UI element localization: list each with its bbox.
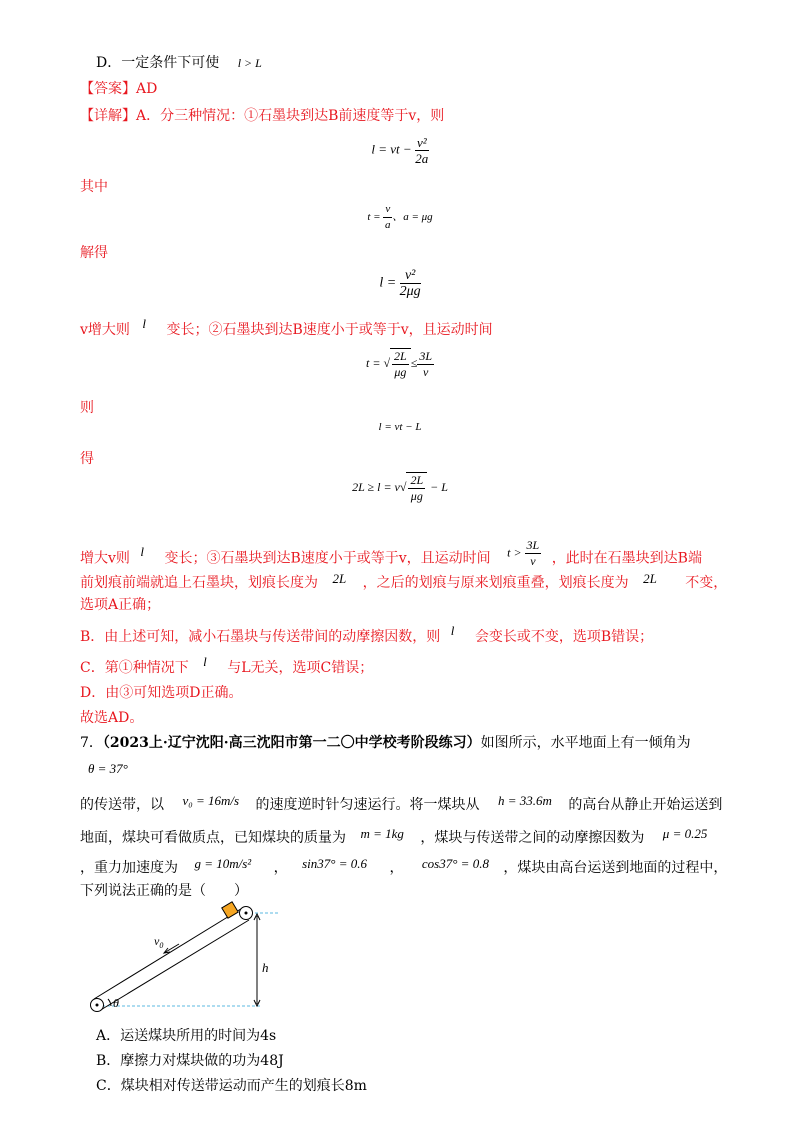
equation-5: l = vt − L xyxy=(378,421,422,433)
b-analysis-l: l xyxy=(450,623,455,638)
option-c-analysis xyxy=(80,654,374,677)
case3-num: 3L xyxy=(526,538,540,552)
option-d-formula: l > L xyxy=(237,56,262,70)
equation-1 xyxy=(0,135,800,166)
q7-option-b: B．摩擦力对煤块做的功为48J xyxy=(96,1053,284,1069)
coal-block xyxy=(222,902,238,918)
q7-mu: μ = 0.25 xyxy=(662,826,708,841)
eq2-left: t = xyxy=(367,211,384,224)
eq4-num: 3L xyxy=(419,348,432,363)
de: 得 xyxy=(80,451,94,467)
equation-6: 2L ≥ l = v√ $\frac{2L}{\mu g}$ − L xyxy=(352,473,448,503)
eq3-fraction xyxy=(400,268,421,299)
qizhong: 其中 xyxy=(80,179,108,195)
q7-sin: sin37° = 0.6 xyxy=(302,856,367,871)
eq3-num: v² xyxy=(400,268,421,284)
v-increase-a: v增大则 xyxy=(80,322,130,338)
detail-intro xyxy=(80,107,444,125)
q7-line2-b: 的速度逆时针匀速运行。将一煤块从 xyxy=(255,797,480,813)
answer-line: 【答案】AD xyxy=(80,81,158,97)
detail-tag: 【详解】 xyxy=(80,108,136,124)
case3-line1 xyxy=(80,538,702,575)
case3-line2 xyxy=(80,571,728,592)
equation-3 xyxy=(0,268,800,299)
q7-line2-a: 的传送带，以 xyxy=(80,797,164,813)
eq6-rden: μg xyxy=(410,489,423,503)
option-d-prev xyxy=(96,54,262,72)
option-b-analysis xyxy=(80,623,654,646)
v0-label-main: v xyxy=(154,934,160,948)
eq2-fraction xyxy=(383,202,392,233)
eq1-left: l = vt − xyxy=(371,141,415,157)
c-analysis-b: 与L无关，选项C错误； xyxy=(227,660,374,676)
q7-theta xyxy=(88,760,128,778)
q7-line3-a: 地面，煤块可看做质点，已知煤块的质量为 xyxy=(80,830,346,846)
eq4-rden: μg xyxy=(394,365,407,379)
q7-line2-c: 的高台从静止开始运送到 xyxy=(568,797,723,813)
eq6-right: − L xyxy=(427,479,448,494)
conclusion: 故选AD。 xyxy=(80,710,144,726)
q7-g: g = 10m/s² xyxy=(194,856,252,871)
line-v-increase xyxy=(80,316,493,339)
h-label: h xyxy=(262,960,269,975)
case3-line2-b: ，之后的划痕与原来划痕重叠，划痕长度为 xyxy=(362,575,629,591)
case3-a: 增大v则 xyxy=(80,550,130,567)
belt-bottom-edge xyxy=(99,920,249,1011)
q7-h: h = 33.6m xyxy=(497,793,552,808)
q7-line5: 下列说法正确的是（ ） xyxy=(80,883,248,899)
q7-sep1: ， xyxy=(273,860,288,876)
eq2-rest: 、a = μg xyxy=(392,211,433,224)
case3-2l-first: 2L xyxy=(332,571,347,586)
eq2-num: v xyxy=(383,202,392,218)
eq1-den: 2a xyxy=(415,151,429,166)
b-analysis-b: 会变长或不变，选项B错误； xyxy=(474,629,654,645)
q7-m: m = 1kg xyxy=(360,826,404,841)
case3-l: l xyxy=(140,544,144,560)
case3-line2-a: 前划痕前端就追上石墨块，划痕长度为 xyxy=(80,575,318,591)
eq6-rnum: 2L xyxy=(410,473,424,487)
eq6-root-fraction xyxy=(408,473,425,504)
eq4-rnum: 2L xyxy=(394,349,407,363)
q7-cos: cos37° = 0.8 xyxy=(421,856,489,871)
q7-option-a: A．运送煤块所用的时间为4s xyxy=(96,1028,277,1044)
ze: 则 xyxy=(80,400,94,416)
theta-label: θ xyxy=(113,996,119,1010)
q7-source: （2023上·辽宁沈阳·高三沈阳市第一二〇中学校考阶段练习） xyxy=(102,735,481,751)
belt-top-edge xyxy=(94,907,244,999)
v0-label-sub: 0 xyxy=(159,941,164,950)
b-analysis-a: B．由上述可知，减小石墨块与传送带间的动摩擦因数，则 xyxy=(80,629,441,645)
case3-fraction xyxy=(525,538,542,569)
conveyor-diagram xyxy=(80,898,300,1014)
q7-number: 7． xyxy=(80,735,103,751)
option-d-analysis: D．由③可知选项D正确。 xyxy=(80,685,243,701)
eq4-root-fraction xyxy=(392,349,409,380)
case3-t: t > xyxy=(507,545,525,560)
q7-line4-a: ，重力加速度为 xyxy=(80,860,178,876)
case3-den: v xyxy=(530,554,536,568)
detail-intro-text: A．分三种情况：①石墨块到达B前速度等于v，则 xyxy=(136,108,445,124)
case3-b: 变长；③石墨块到达B速度小于或等于v，且运动时间 xyxy=(164,550,491,567)
q7-v0: v₀ = 16m/s xyxy=(182,793,240,808)
eq1-fraction xyxy=(415,135,429,166)
q7-line3-b: ，煤块与传送带之间的动摩擦因数为 xyxy=(420,830,645,846)
equation-4: t = √ $\frac{2L}{\mu g}$ ≤ $\frac{3L}{v}$ xyxy=(366,348,432,379)
v-increase-b: 变长；②石墨块到达B速度小于或等于v，且运动时间 xyxy=(166,322,493,338)
eq3-left: l = xyxy=(379,275,400,291)
c-analysis-a: C．第①种情况下 xyxy=(80,660,189,676)
c-analysis-l: l xyxy=(203,654,207,669)
q7-line4-b: ，煤块由高台运送到地面的过程中， xyxy=(503,860,728,876)
eq4-fraction xyxy=(417,349,434,380)
eq4-le: ≤ xyxy=(410,355,418,370)
q7-header xyxy=(80,734,691,752)
top-pulley-axle xyxy=(245,912,248,915)
q7-line4 xyxy=(80,856,728,877)
eq1-num: v² xyxy=(416,135,427,150)
q7-sep2: ， xyxy=(389,860,404,876)
eq6-left: 2L ≥ l = v xyxy=(352,479,400,494)
q7-text1: 如图所示，水平地面上有一倾角为 xyxy=(480,735,691,751)
case3-c: ，此时在石墨块到达B端 xyxy=(551,550,702,567)
jiede: 解得 xyxy=(80,245,108,261)
q7-theta-formula: θ = 37° xyxy=(88,761,128,776)
eq3-den: 2μg xyxy=(399,284,421,299)
bottom-pulley-axle xyxy=(96,1004,99,1007)
eq4-left: t = xyxy=(366,355,384,370)
equation-2 xyxy=(0,202,800,233)
v0-label xyxy=(154,934,163,950)
case3-t-formula xyxy=(507,538,541,569)
case3-2l-second: 2L xyxy=(643,571,657,586)
q7-line2 xyxy=(80,793,723,814)
option-d-label: D．一定条件下可使 xyxy=(96,55,220,71)
eq4-den: v xyxy=(422,364,429,379)
q7-option-c: C．煤块相对传送带运动而产生的划痕长8m xyxy=(96,1078,367,1094)
q7-line3 xyxy=(80,826,708,847)
case3-line3: 选项A正确； xyxy=(80,597,161,613)
v-increase-l: l xyxy=(142,316,146,331)
eq2-den: a xyxy=(385,219,391,231)
case3-line2-c: 不变， xyxy=(685,575,728,591)
